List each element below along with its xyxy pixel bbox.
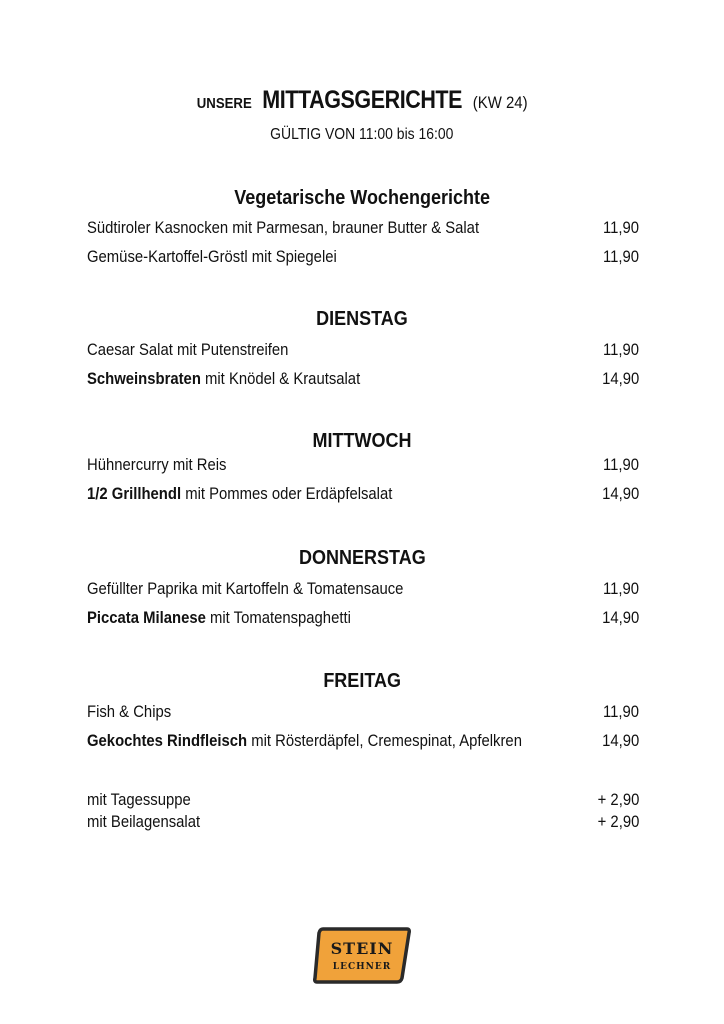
menu-item-price: 14,90 (601, 732, 639, 750)
section-title-dienstag: DIENSTAG (316, 308, 408, 330)
menu-item-name: Fish & Chips (87, 703, 172, 721)
menu-item-price: 11,90 (602, 456, 639, 474)
menu-item-price: 11,90 (602, 219, 639, 237)
menu-item (87, 703, 639, 725)
section-title-donnerstag: DONNERSTAG (298, 547, 426, 569)
extra-item-label: mit Tagessuppe (87, 791, 191, 809)
extra-item (87, 791, 639, 813)
menu-item-price: 14,90 (601, 370, 639, 388)
menu-item-name: 1/2 Grillhendl mit Pommes oder Erdäpfelsalat (87, 485, 393, 503)
menu-item (87, 732, 639, 754)
menu-item-name: Hühnercurry mit Reis (87, 456, 227, 474)
logo-text-line2: LECHNER (332, 962, 392, 972)
calendar-week: (KW 24) (472, 93, 528, 112)
menu-item-price: 11,90 (602, 580, 639, 598)
header-prefix: UNSERE (196, 95, 252, 112)
menu-item (87, 341, 639, 363)
section-title-vegetarian: Vegetarische Wochengerichte (234, 187, 490, 209)
menu-item (87, 456, 639, 478)
menu-item (87, 485, 639, 507)
menu-item-name: Südtiroler Kasnocken mit Parmesan, brauner Butter & Salat (87, 219, 480, 237)
menu-item (87, 609, 639, 631)
page-title: MITTAGSGERICHTE (262, 86, 462, 114)
menu-header (0, 86, 724, 115)
menu-item-name: Schweinsbraten mit Knödel & Krautsalat (87, 370, 361, 388)
extra-item-price: + 2,90 (597, 813, 639, 831)
menu-item-name: Gefüllter Paprika mit Kartoffeln & Tomatensauce (87, 580, 404, 598)
menu-item (87, 370, 639, 392)
menu-item-name: Gekochtes Rindfleisch mit Rösterdäpfel, Cremespinat, Apfelkren (87, 732, 522, 750)
menu-item-name: Caesar Salat mit Putenstreifen (87, 341, 289, 359)
menu-item-price: 14,90 (601, 485, 639, 503)
logo-text-line1: STEIN (330, 939, 394, 958)
section-title-mittwoch: MITTWOCH (312, 430, 412, 452)
menu-item-price: 14,90 (601, 609, 639, 627)
extra-item (87, 813, 639, 835)
section-title-freitag: FREITAG (323, 670, 401, 692)
extra-item-price: + 2,90 (597, 791, 639, 809)
menu-item-price: 11,90 (602, 248, 639, 266)
menu-item-name: Gemüse-Kartoffel-Gröstl mit Spiegelei (87, 248, 337, 266)
menu-item (87, 248, 639, 270)
extra-item-label: mit Beilagensalat (87, 813, 201, 831)
menu-item-price: 11,90 (602, 703, 639, 721)
steinlechner-logo (313, 925, 411, 985)
menu-item-name: Piccata Milanese mit Tomatenspaghetti (87, 609, 351, 627)
menu-item (87, 219, 639, 241)
validity-note: GÜLTIG VON 11:00 bis 16:00 (270, 126, 454, 143)
menu-item (87, 580, 639, 602)
menu-item-price: 11,90 (602, 341, 639, 359)
